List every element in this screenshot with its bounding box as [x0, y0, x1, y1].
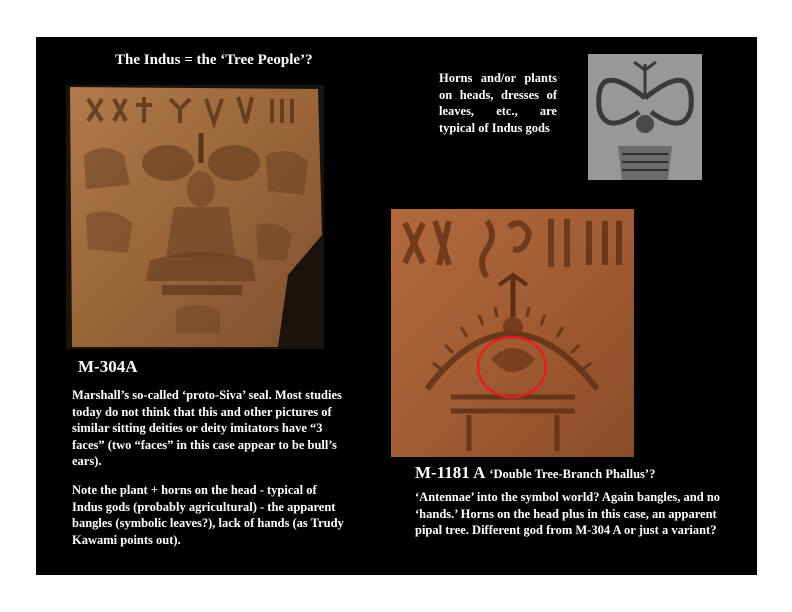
seal-m1181a-subtitle: ‘Double Tree-Branch Phallus’? [489, 467, 656, 481]
seal-m1181a-description: ‘Antennae’ into the symbol world? Again bangles, and no ‘hands.’ Horns on the head plus in this case, an apparent pipal tree. Different god from M-304 A or just a variant? [415, 490, 721, 538]
side-note: Horns and/or plants on heads, dresses of leaves, etc., are typical of Indus gods [439, 71, 557, 135]
seal-m1181a-label: M-1181 A [415, 463, 486, 482]
seal-m304a-note: Note the plant + horns on the head - typical of Indus gods (probably agricultural) - the apparent bangles (symbolic leaves?), lack of hands (as Trudy Kawami points out). [72, 483, 344, 547]
seal-m1181a-heading [415, 463, 655, 483]
seal-m1181a-image [391, 209, 634, 457]
slide-title: The Indus = the ‘Tree People’? [115, 52, 313, 68]
seal-m304a-description: Marshall’s so-called ‘proto-Siva’ seal. Most studies today do not think that this and other pictures of similar sitting deities or deity imitators have “3 faces” (two “faces” in this case appear to be bull’s ears). [72, 388, 342, 469]
seal-m304a-image [66, 85, 324, 349]
slide [36, 37, 757, 575]
horned-deity-detail-image [588, 54, 702, 180]
seal-m304a-label: M-304A [78, 357, 138, 376]
